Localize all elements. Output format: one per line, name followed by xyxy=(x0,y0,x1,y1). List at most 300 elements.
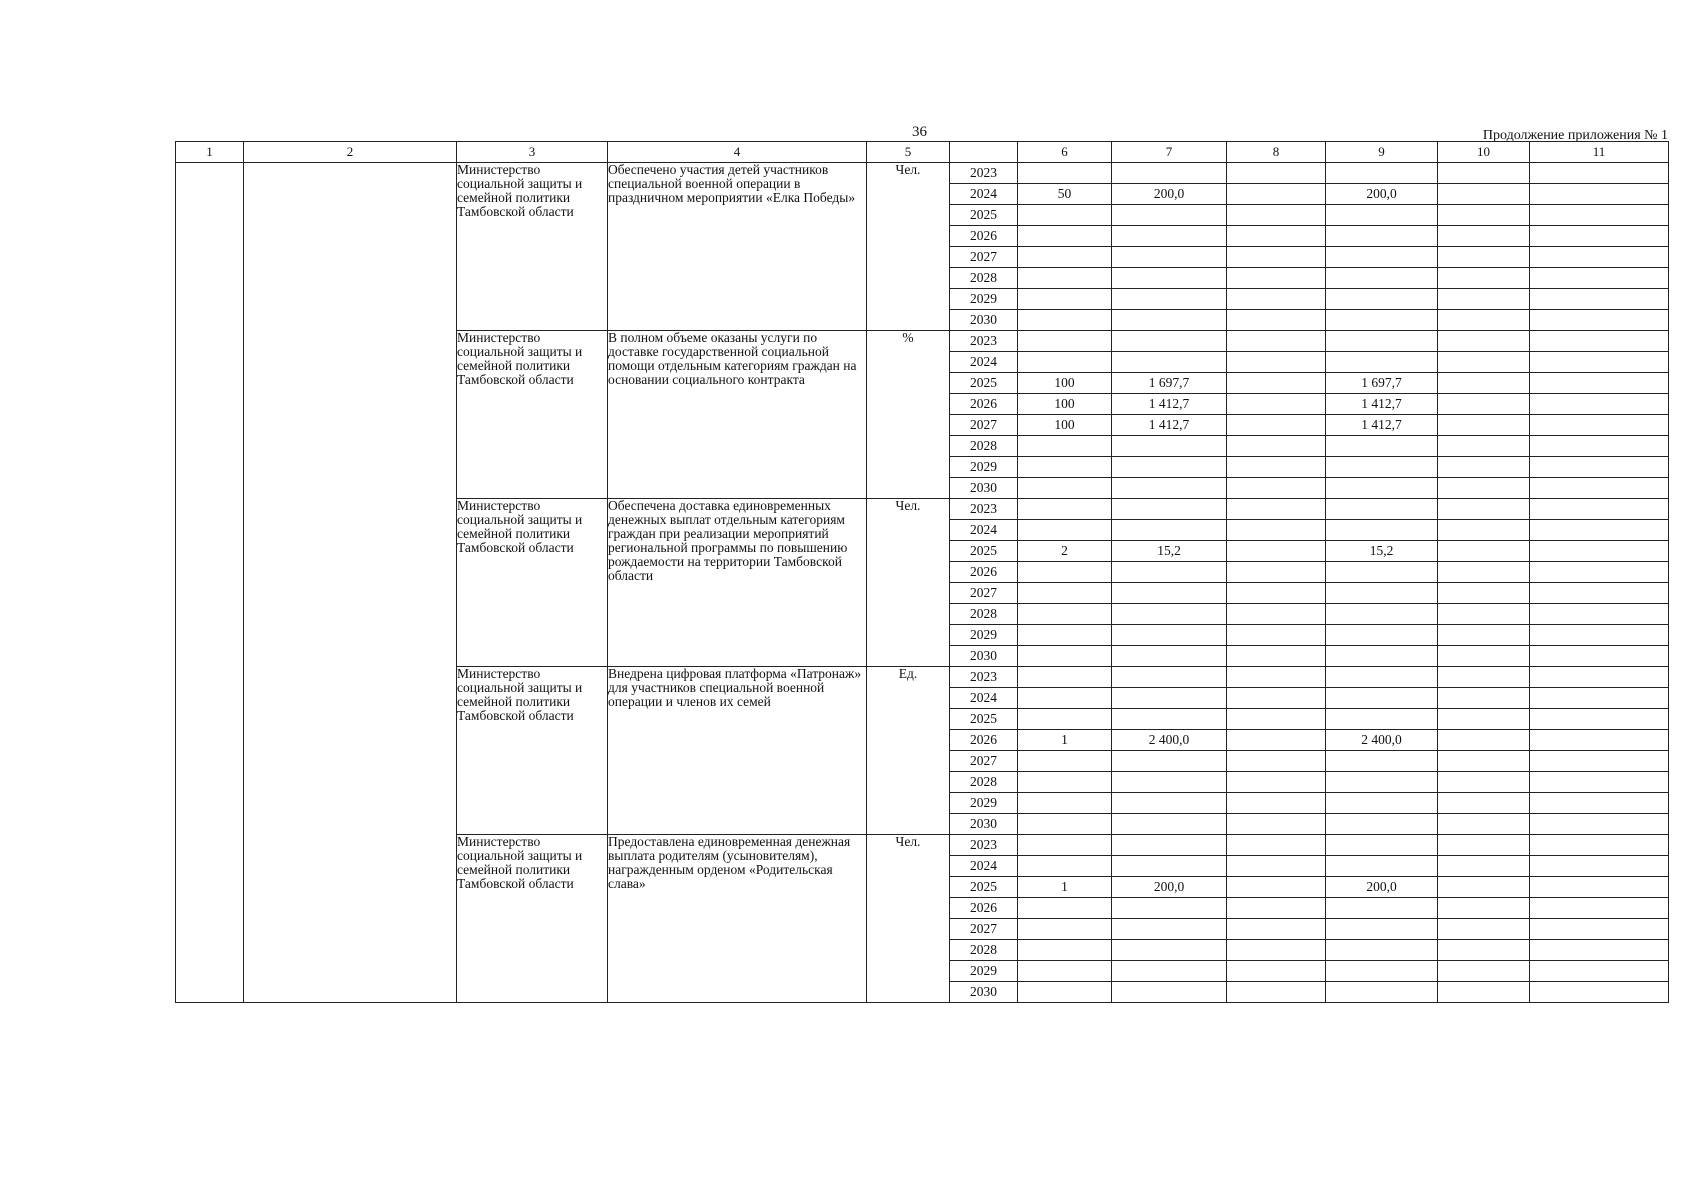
value-cell-col-8 xyxy=(1227,310,1326,331)
header-col-8: 8 xyxy=(1227,142,1326,163)
value-cell-col-8 xyxy=(1227,226,1326,247)
year-cell: 2027 xyxy=(950,919,1018,940)
value-cell-col-8 xyxy=(1227,793,1326,814)
value-cell-col-11 xyxy=(1530,961,1669,982)
value-cell-col-10 xyxy=(1438,814,1530,835)
value-cell-col-11 xyxy=(1530,667,1669,688)
value-cell-col-11 xyxy=(1530,835,1669,856)
value-cell-col-9 xyxy=(1326,226,1438,247)
value-cell-col-7 xyxy=(1112,982,1227,1003)
value-cell-col-9 xyxy=(1326,793,1438,814)
year-cell: 2026 xyxy=(950,394,1018,415)
value-cell-col-10 xyxy=(1438,205,1530,226)
value-cell-col-9 xyxy=(1326,457,1438,478)
value-cell-col-7 xyxy=(1112,226,1227,247)
value-cell-col-11 xyxy=(1530,898,1669,919)
value-cell-col-10 xyxy=(1438,625,1530,646)
value-cell-col-7 xyxy=(1112,709,1227,730)
value-cell-col-8 xyxy=(1227,856,1326,877)
header-col-9: 9 xyxy=(1326,142,1438,163)
year-cell: 2029 xyxy=(950,625,1018,646)
value-cell-col-6 xyxy=(1018,667,1112,688)
value-cell-col-11 xyxy=(1530,541,1669,562)
value-cell-col-10 xyxy=(1438,226,1530,247)
value-cell-col-7 xyxy=(1112,919,1227,940)
value-cell-col-8 xyxy=(1227,877,1326,898)
year-cell: 2029 xyxy=(950,793,1018,814)
value-cell-col-7 xyxy=(1112,310,1227,331)
header-col-7: 7 xyxy=(1112,142,1227,163)
unit-of-measure-cell: Чел. xyxy=(867,499,950,667)
value-cell-col-10 xyxy=(1438,646,1530,667)
header-col-11: 11 xyxy=(1530,142,1669,163)
value-cell-col-6 xyxy=(1018,499,1112,520)
value-cell-col-6: 100 xyxy=(1018,373,1112,394)
year-cell: 2029 xyxy=(950,961,1018,982)
table-row xyxy=(176,163,1669,184)
value-cell-col-10 xyxy=(1438,268,1530,289)
year-cell: 2028 xyxy=(950,772,1018,793)
value-cell-col-11 xyxy=(1530,205,1669,226)
year-cell: 2028 xyxy=(950,436,1018,457)
year-cell: 2023 xyxy=(950,667,1018,688)
value-cell-col-6: 100 xyxy=(1018,394,1112,415)
value-cell-col-6 xyxy=(1018,709,1112,730)
value-cell-col-11 xyxy=(1530,583,1669,604)
value-cell-col-7 xyxy=(1112,268,1227,289)
value-cell-col-6 xyxy=(1018,289,1112,310)
value-cell-col-11 xyxy=(1530,814,1669,835)
value-cell-col-9 xyxy=(1326,898,1438,919)
value-cell-col-8 xyxy=(1227,541,1326,562)
value-cell-col-7 xyxy=(1112,688,1227,709)
value-cell-col-6: 1 xyxy=(1018,877,1112,898)
value-cell-col-7 xyxy=(1112,856,1227,877)
value-cell-col-10 xyxy=(1438,562,1530,583)
year-cell: 2023 xyxy=(950,499,1018,520)
value-cell-col-8 xyxy=(1227,814,1326,835)
value-cell-col-8 xyxy=(1227,583,1326,604)
value-cell-col-10 xyxy=(1438,457,1530,478)
value-cell-col-8 xyxy=(1227,163,1326,184)
year-cell: 2024 xyxy=(950,184,1018,205)
value-cell-col-10 xyxy=(1438,940,1530,961)
value-cell-col-10 xyxy=(1438,688,1530,709)
value-cell-col-11 xyxy=(1530,877,1669,898)
value-cell-col-10 xyxy=(1438,856,1530,877)
value-cell-col-8 xyxy=(1227,415,1326,436)
unit-of-measure-cell: Ед. xyxy=(867,667,950,835)
value-cell-col-10 xyxy=(1438,478,1530,499)
value-cell-col-8 xyxy=(1227,499,1326,520)
value-cell-col-7: 200,0 xyxy=(1112,184,1227,205)
value-cell-col-7 xyxy=(1112,772,1227,793)
value-cell-col-6 xyxy=(1018,646,1112,667)
value-cell-col-10 xyxy=(1438,520,1530,541)
value-cell-col-6: 1 xyxy=(1018,730,1112,751)
value-cell-col-6 xyxy=(1018,310,1112,331)
col-2-cell xyxy=(244,163,457,1003)
value-cell-col-9 xyxy=(1326,583,1438,604)
value-cell-col-10 xyxy=(1438,730,1530,751)
result-description-cell: Предоставлена единовременная денежная выплата родителям (усыновителям), награжденным орденом «Родительская слава» xyxy=(608,835,867,1003)
year-cell: 2024 xyxy=(950,688,1018,709)
value-cell-col-11 xyxy=(1530,184,1669,205)
value-cell-col-11 xyxy=(1530,625,1669,646)
value-cell-col-7 xyxy=(1112,793,1227,814)
value-cell-col-9 xyxy=(1326,499,1438,520)
value-cell-col-9: 1 412,7 xyxy=(1326,415,1438,436)
value-cell-col-11 xyxy=(1530,457,1669,478)
value-cell-col-9: 200,0 xyxy=(1326,184,1438,205)
value-cell-col-6 xyxy=(1018,226,1112,247)
value-cell-col-6 xyxy=(1018,898,1112,919)
value-cell-col-9 xyxy=(1326,688,1438,709)
value-cell-col-8 xyxy=(1227,352,1326,373)
value-cell-col-7 xyxy=(1112,352,1227,373)
page-number: 36 xyxy=(912,124,927,140)
value-cell-col-8 xyxy=(1227,268,1326,289)
value-cell-col-11 xyxy=(1530,772,1669,793)
year-cell: 2025 xyxy=(950,877,1018,898)
value-cell-col-7 xyxy=(1112,961,1227,982)
value-cell-col-9 xyxy=(1326,667,1438,688)
year-cell: 2024 xyxy=(950,520,1018,541)
value-cell-col-6 xyxy=(1018,331,1112,352)
value-cell-col-8 xyxy=(1227,604,1326,625)
value-cell-col-7: 1 697,7 xyxy=(1112,373,1227,394)
value-cell-col-9 xyxy=(1326,646,1438,667)
result-description-cell: Внедрена цифровая платформа «Патронаж» для участников специальной военной операции и членов их семей xyxy=(608,667,867,835)
value-cell-col-8 xyxy=(1227,436,1326,457)
value-cell-col-7 xyxy=(1112,457,1227,478)
value-cell-col-9 xyxy=(1326,352,1438,373)
value-cell-col-7 xyxy=(1112,646,1227,667)
value-cell-col-11 xyxy=(1530,310,1669,331)
header-col-1: 1 xyxy=(176,142,244,163)
value-cell-col-9: 1 697,7 xyxy=(1326,373,1438,394)
year-cell: 2030 xyxy=(950,310,1018,331)
value-cell-col-8 xyxy=(1227,835,1326,856)
value-cell-col-9 xyxy=(1326,562,1438,583)
value-cell-col-9 xyxy=(1326,163,1438,184)
value-cell-col-9 xyxy=(1326,205,1438,226)
value-cell-col-6 xyxy=(1018,457,1112,478)
value-cell-col-11 xyxy=(1530,289,1669,310)
value-cell-col-8 xyxy=(1227,205,1326,226)
value-cell-col-8 xyxy=(1227,394,1326,415)
value-cell-col-7 xyxy=(1112,520,1227,541)
value-cell-col-8 xyxy=(1227,625,1326,646)
value-cell-col-11 xyxy=(1530,247,1669,268)
value-cell-col-6 xyxy=(1018,625,1112,646)
header-col-year xyxy=(950,142,1018,163)
value-cell-col-10 xyxy=(1438,751,1530,772)
unit-of-measure-cell: % xyxy=(867,331,950,499)
value-cell-col-7 xyxy=(1112,478,1227,499)
value-cell-col-11 xyxy=(1530,436,1669,457)
value-cell-col-10 xyxy=(1438,583,1530,604)
value-cell-col-7 xyxy=(1112,247,1227,268)
year-cell: 2024 xyxy=(950,856,1018,877)
value-cell-col-10 xyxy=(1438,709,1530,730)
value-cell-col-9: 1 412,7 xyxy=(1326,394,1438,415)
value-cell-col-11 xyxy=(1530,499,1669,520)
value-cell-col-11 xyxy=(1530,730,1669,751)
value-cell-col-6 xyxy=(1018,961,1112,982)
value-cell-col-6 xyxy=(1018,163,1112,184)
value-cell-col-9 xyxy=(1326,940,1438,961)
year-cell: 2023 xyxy=(950,331,1018,352)
value-cell-col-7 xyxy=(1112,751,1227,772)
value-cell-col-10 xyxy=(1438,604,1530,625)
value-cell-col-6 xyxy=(1018,562,1112,583)
value-cell-col-7 xyxy=(1112,667,1227,688)
value-cell-col-11 xyxy=(1530,415,1669,436)
value-cell-col-11 xyxy=(1530,478,1669,499)
value-cell-col-9 xyxy=(1326,625,1438,646)
value-cell-col-9 xyxy=(1326,709,1438,730)
value-cell-col-8 xyxy=(1227,457,1326,478)
value-cell-col-10 xyxy=(1438,415,1530,436)
value-cell-col-7 xyxy=(1112,625,1227,646)
value-cell-col-6 xyxy=(1018,352,1112,373)
value-cell-col-10 xyxy=(1438,352,1530,373)
value-cell-col-11 xyxy=(1530,646,1669,667)
value-cell-col-9 xyxy=(1326,835,1438,856)
responsible-ministry-cell: Министерство социальной защиты и семейной политики Тамбовской области xyxy=(457,163,608,331)
value-cell-col-10 xyxy=(1438,982,1530,1003)
value-cell-col-7 xyxy=(1112,163,1227,184)
value-cell-col-6 xyxy=(1018,814,1112,835)
responsible-ministry-cell: Министерство социальной защиты и семейной политики Тамбовской области xyxy=(457,499,608,667)
value-cell-col-8 xyxy=(1227,520,1326,541)
value-cell-col-7: 1 412,7 xyxy=(1112,415,1227,436)
value-cell-col-9 xyxy=(1326,310,1438,331)
value-cell-col-10 xyxy=(1438,436,1530,457)
value-cell-col-11 xyxy=(1530,688,1669,709)
year-cell: 2029 xyxy=(950,457,1018,478)
value-cell-col-6 xyxy=(1018,520,1112,541)
value-cell-col-7 xyxy=(1112,562,1227,583)
value-cell-col-6 xyxy=(1018,856,1112,877)
header-col-4: 4 xyxy=(608,142,867,163)
value-cell-col-6 xyxy=(1018,436,1112,457)
value-cell-col-11 xyxy=(1530,268,1669,289)
value-cell-col-11 xyxy=(1530,709,1669,730)
appendix-continuation-note: Продолжение приложения № 1 xyxy=(1482,128,1668,143)
year-cell: 2025 xyxy=(950,541,1018,562)
value-cell-col-9 xyxy=(1326,520,1438,541)
value-cell-col-6 xyxy=(1018,793,1112,814)
result-description-cell: В полном объеме оказаны услуги по доставке государственной социальной помощи отдельным категориям граждан на основании социального контракта xyxy=(608,331,867,499)
value-cell-col-11 xyxy=(1530,394,1669,415)
value-cell-col-6 xyxy=(1018,604,1112,625)
table-body xyxy=(176,142,1669,1003)
year-cell: 2027 xyxy=(950,415,1018,436)
year-cell: 2030 xyxy=(950,478,1018,499)
value-cell-col-7 xyxy=(1112,289,1227,310)
value-cell-col-8 xyxy=(1227,667,1326,688)
value-cell-col-8 xyxy=(1227,709,1326,730)
value-cell-col-7 xyxy=(1112,205,1227,226)
year-cell: 2030 xyxy=(950,982,1018,1003)
year-cell: 2025 xyxy=(950,205,1018,226)
value-cell-col-11 xyxy=(1530,793,1669,814)
value-cell-col-8 xyxy=(1227,982,1326,1003)
value-cell-col-6 xyxy=(1018,751,1112,772)
value-cell-col-10 xyxy=(1438,247,1530,268)
value-cell-col-10 xyxy=(1438,499,1530,520)
year-cell: 2027 xyxy=(950,583,1018,604)
value-cell-col-10 xyxy=(1438,919,1530,940)
value-cell-col-8 xyxy=(1227,373,1326,394)
value-cell-col-6 xyxy=(1018,247,1112,268)
value-cell-col-6 xyxy=(1018,688,1112,709)
year-cell: 2026 xyxy=(950,226,1018,247)
value-cell-col-9 xyxy=(1326,856,1438,877)
value-cell-col-10 xyxy=(1438,961,1530,982)
value-cell-col-10 xyxy=(1438,331,1530,352)
value-cell-col-9: 2 400,0 xyxy=(1326,730,1438,751)
value-cell-col-7 xyxy=(1112,436,1227,457)
value-cell-col-6 xyxy=(1018,835,1112,856)
year-cell: 2026 xyxy=(950,562,1018,583)
value-cell-col-7 xyxy=(1112,499,1227,520)
value-cell-col-11 xyxy=(1530,163,1669,184)
value-cell-col-11 xyxy=(1530,562,1669,583)
value-cell-col-11 xyxy=(1530,940,1669,961)
budget-table xyxy=(175,141,1669,1003)
value-cell-col-7 xyxy=(1112,583,1227,604)
value-cell-col-7 xyxy=(1112,835,1227,856)
value-cell-col-10 xyxy=(1438,835,1530,856)
value-cell-col-7: 200,0 xyxy=(1112,877,1227,898)
value-cell-col-10 xyxy=(1438,289,1530,310)
value-cell-col-10 xyxy=(1438,667,1530,688)
value-cell-col-9 xyxy=(1326,919,1438,940)
responsible-ministry-cell: Министерство социальной защиты и семейной политики Тамбовской области xyxy=(457,667,608,835)
result-description-cell: Обеспечено участия детей участников специальной военной операции в праздничном мероприятии «Елка Победы» xyxy=(608,163,867,331)
value-cell-col-11 xyxy=(1530,751,1669,772)
result-description-cell: Обеспечена доставка единовременных денежных выплат отдельным категориям граждан при реализации мероприятий региональной программы по повышению рождаемости на территории Тамбовской области xyxy=(608,499,867,667)
value-cell-col-7 xyxy=(1112,331,1227,352)
unit-of-measure-cell: Чел. xyxy=(867,163,950,331)
year-cell: 2027 xyxy=(950,751,1018,772)
value-cell-col-11 xyxy=(1530,982,1669,1003)
value-cell-col-9 xyxy=(1326,268,1438,289)
value-cell-col-10 xyxy=(1438,898,1530,919)
value-cell-col-9 xyxy=(1326,247,1438,268)
value-cell-col-9 xyxy=(1326,604,1438,625)
responsible-ministry-cell: Министерство социальной защиты и семейной политики Тамбовской области xyxy=(457,835,608,1003)
value-cell-col-8 xyxy=(1227,730,1326,751)
value-cell-col-9 xyxy=(1326,961,1438,982)
value-cell-col-8 xyxy=(1227,688,1326,709)
value-cell-col-6 xyxy=(1018,268,1112,289)
value-cell-col-6 xyxy=(1018,478,1112,499)
value-cell-col-11 xyxy=(1530,226,1669,247)
year-cell: 2024 xyxy=(950,352,1018,373)
value-cell-col-9 xyxy=(1326,814,1438,835)
value-cell-col-10 xyxy=(1438,373,1530,394)
value-cell-col-8 xyxy=(1227,478,1326,499)
year-cell: 2029 xyxy=(950,289,1018,310)
column-number-header-row xyxy=(176,142,1669,163)
year-cell: 2026 xyxy=(950,730,1018,751)
unit-of-measure-cell: Чел. xyxy=(867,835,950,1003)
value-cell-col-8 xyxy=(1227,247,1326,268)
value-cell-col-8 xyxy=(1227,646,1326,667)
value-cell-col-10 xyxy=(1438,310,1530,331)
value-cell-col-8 xyxy=(1227,331,1326,352)
value-cell-col-9 xyxy=(1326,289,1438,310)
value-cell-col-8 xyxy=(1227,919,1326,940)
value-cell-col-6: 100 xyxy=(1018,415,1112,436)
value-cell-col-11 xyxy=(1530,352,1669,373)
value-cell-col-11 xyxy=(1530,919,1669,940)
year-cell: 2025 xyxy=(950,709,1018,730)
value-cell-col-10 xyxy=(1438,877,1530,898)
year-cell: 2023 xyxy=(950,163,1018,184)
value-cell-col-10 xyxy=(1438,394,1530,415)
value-cell-col-6 xyxy=(1018,205,1112,226)
header-col-2: 2 xyxy=(244,142,457,163)
value-cell-col-7: 15,2 xyxy=(1112,541,1227,562)
value-cell-col-10 xyxy=(1438,163,1530,184)
value-cell-col-10 xyxy=(1438,541,1530,562)
value-cell-col-6: 2 xyxy=(1018,541,1112,562)
value-cell-col-8 xyxy=(1227,289,1326,310)
value-cell-col-7: 2 400,0 xyxy=(1112,730,1227,751)
value-cell-col-8 xyxy=(1227,184,1326,205)
year-cell: 2030 xyxy=(950,646,1018,667)
value-cell-col-11 xyxy=(1530,373,1669,394)
value-cell-col-8 xyxy=(1227,940,1326,961)
year-cell: 2023 xyxy=(950,835,1018,856)
value-cell-col-7 xyxy=(1112,814,1227,835)
year-cell: 2028 xyxy=(950,604,1018,625)
value-cell-col-10 xyxy=(1438,184,1530,205)
year-cell: 2025 xyxy=(950,373,1018,394)
value-cell-col-6: 50 xyxy=(1018,184,1112,205)
value-cell-col-6 xyxy=(1018,919,1112,940)
value-cell-col-9 xyxy=(1326,478,1438,499)
year-cell: 2027 xyxy=(950,247,1018,268)
value-cell-col-8 xyxy=(1227,751,1326,772)
value-cell-col-6 xyxy=(1018,940,1112,961)
value-cell-col-7 xyxy=(1112,604,1227,625)
header-col-10: 10 xyxy=(1438,142,1530,163)
value-cell-col-9 xyxy=(1326,982,1438,1003)
value-cell-col-6 xyxy=(1018,982,1112,1003)
value-cell-col-10 xyxy=(1438,772,1530,793)
value-cell-col-8 xyxy=(1227,898,1326,919)
value-cell-col-6 xyxy=(1018,772,1112,793)
value-cell-col-7 xyxy=(1112,940,1227,961)
value-cell-col-8 xyxy=(1227,772,1326,793)
value-cell-col-9 xyxy=(1326,331,1438,352)
value-cell-col-10 xyxy=(1438,793,1530,814)
value-cell-col-7 xyxy=(1112,898,1227,919)
value-cell-col-11 xyxy=(1530,604,1669,625)
value-cell-col-8 xyxy=(1227,562,1326,583)
value-cell-col-11 xyxy=(1530,856,1669,877)
value-cell-col-11 xyxy=(1530,520,1669,541)
header-col-6: 6 xyxy=(1018,142,1112,163)
value-cell-col-11 xyxy=(1530,331,1669,352)
col-1-cell xyxy=(176,163,244,1003)
